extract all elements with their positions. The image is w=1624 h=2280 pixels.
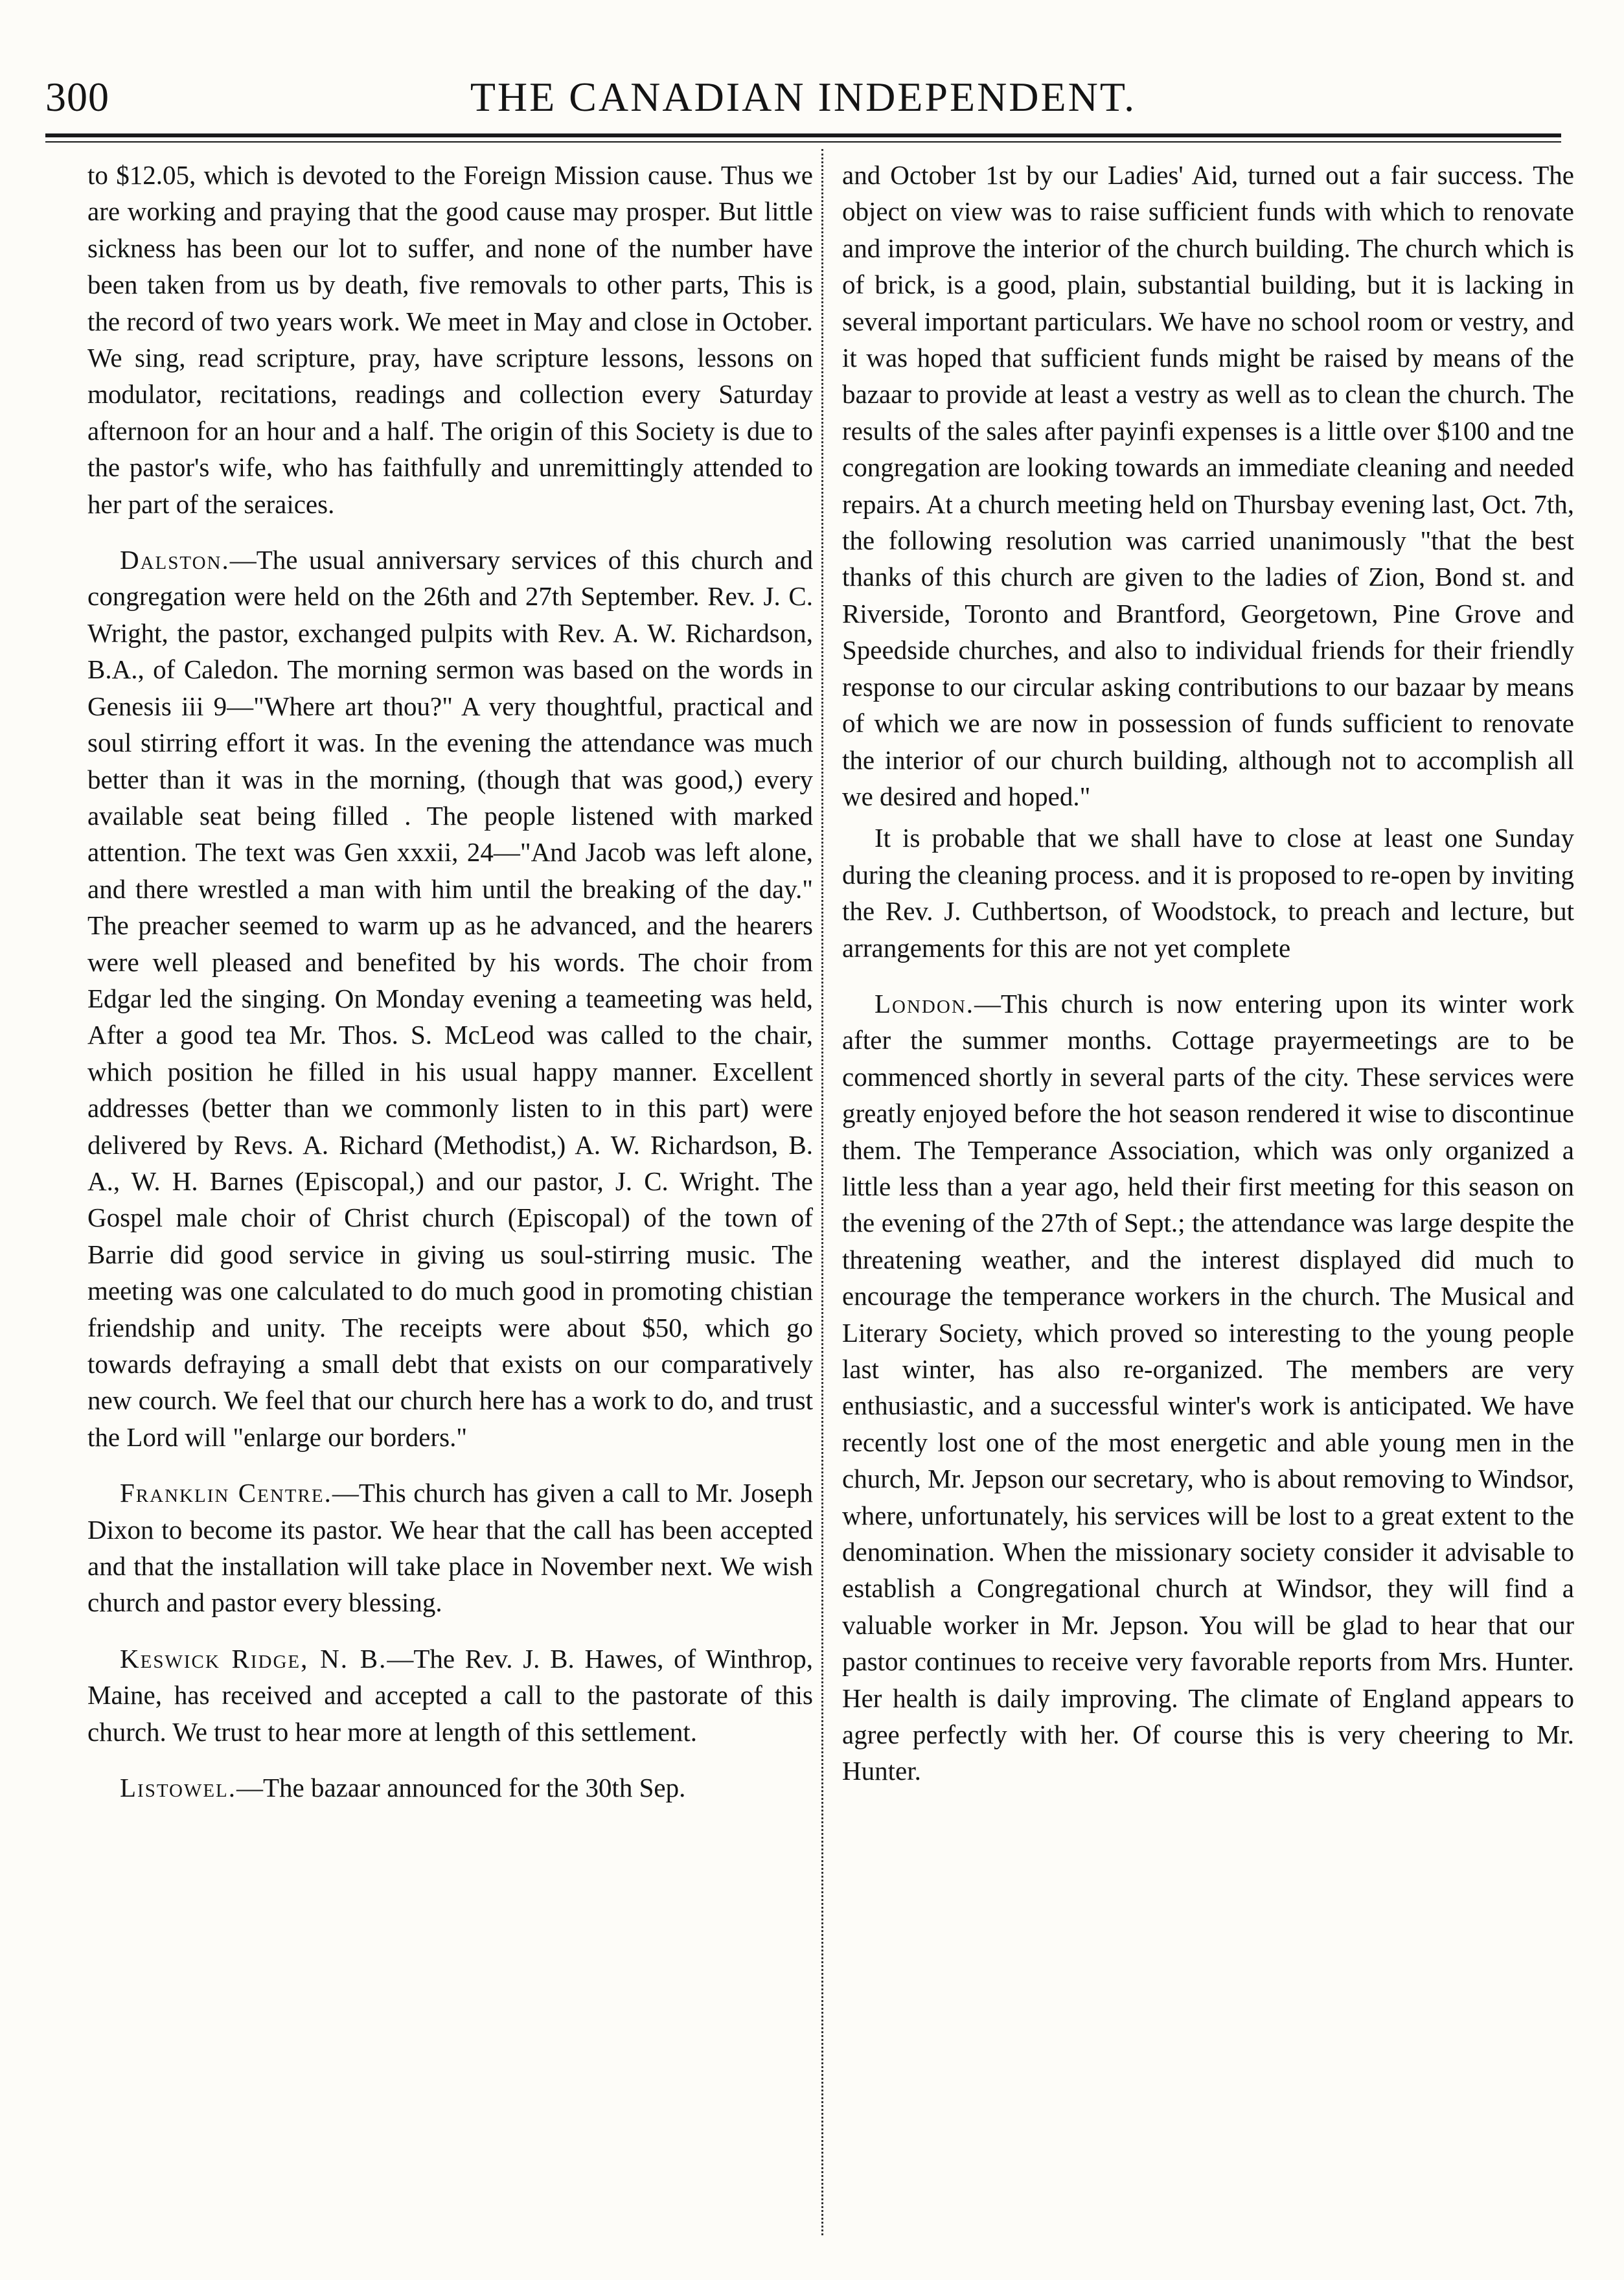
header-rule-thin	[45, 141, 1561, 143]
column-divider	[821, 149, 823, 2235]
paragraph-franklin-centre	[87, 1475, 813, 1621]
section-head-franklin-centre: Franklin Centre.	[120, 1478, 332, 1508]
franklin-centre-body: —This church has given a call to Mr. Joseph Dixon to become its pastor. We hear that the call has been accepted and that the installation will take place in November next. We wish church and pastor every blessing.	[87, 1478, 813, 1618]
section-head-london: London.	[875, 988, 975, 1019]
dalston-body: —The usual anniversary services of this church and congregation were held on the 26th and 27th September. Rev. J. C. Wright, the pastor, exchanged pulpits with Rev. A. W. Richardson, B.A., of Caledon. The morning sermon was based on the words in Genesis iii 9—"Where art thou?" A very thoughtful, practical and soul stirring effort it was. In the evening the attendance was much better than it was in the morning, (though that was good,) every available seat being filled . The people listened with marked attention. The text was Gen xxxii, 24—"And Jacob was left alone, and there wrestled a man with him until the breaking of the day." The preacher seemed to warm up as he advanced, and the hearers were well pleased and benefited by his words. The choir from Edgar led the singing. On Monday evening a teameeting was held, After a good tea Mr. Thos. S. McLeod was called to the chair, which position he filled in his usual happy manner. Excellent addresses (better than we commonly listen to in this part) were delivered by Revs. A. Richard (Methodist,) A. W. Richardson, B. A., W. H. Barnes (Episcopal,) and our pastor, J. C. Wright. The Gospel male choir of Christ church (Episcopal) of the town of Barrie did good service in giving us soul-stirring music. The meeting was one calculated to do much good in promoting chistian friendship and unity. The receipts were about $50, which go towards defraying a small debt that exists on our comparatively new courch. We feel that our church here has a work to do, and trust the Lord will "enlarge our borders."	[87, 545, 813, 1452]
paragraph-listowel-continued: and October 1st by our Ladies' Aid, turned out a fair success. The object on view was to raise sufficient funds with which to renovate and improve the interior of the church building. The church which is of brick, is a good, plain, substantial building, but it is lacking in several important particulars. We have no school room or vestry, and it was hoped that sufficient funds might be raised by means of the bazaar to provide at least a vestry as well as to clean the church. The results of the sales after payinfi expenses is a little over $100 and tne congregation are looking towards an immediate cleaning and needed repairs. At a church meeting held on Thursbay evening last, Oct. 7th, the following resolution was carried unanimously "that the best thanks of this church are given to the ladies of Zion, Bond st. and Riverside, Toronto and Brantford, Georgetown, Pine Grove and Speedside churches, and also to individual friends for their friendly response to our circular asking contributions to our bazaar by means of which we are now in possession of funds sufficient to renovate the interior of our church building, although not to accomplish all we desired and hoped."	[842, 160, 1574, 811]
section-head-listowel: Listowel.	[120, 1773, 237, 1803]
paragraph-keswick-ridge	[87, 1641, 813, 1750]
section-head-keswick-ridge: Keswick Ridge, N. B.	[120, 1643, 387, 1674]
paragraph-dalston	[87, 542, 813, 1455]
page-header	[45, 71, 1561, 123]
paragraph-london	[842, 985, 1574, 1790]
paragraph-listowel	[87, 1769, 813, 1806]
section-head-dalston: Dalston.	[120, 545, 230, 575]
page-number: 300	[45, 74, 109, 120]
paragraph-listowel-closing: It is probable that we shall have to close at least one Sunday during the cleaning process. and it is proposed to re-open by inviting the Rev. J. Cuthbertson, of Woodstock, to preach and lecture, but arrangements for this are not yet complete	[842, 823, 1574, 963]
journal-title: THE CANADIAN INDEPENDENT.	[470, 74, 1137, 120]
left-column	[87, 157, 813, 1806]
listowel-body: —The bazaar announced for the 30th Sep.	[236, 1773, 686, 1803]
keswick-ridge-body: —The Rev. J. B. Hawes, of Winthrop, Maine, has received and accepted a call to the pastorate of this church. We trust to hear more at length of this settlement.	[87, 1643, 814, 1747]
header-rule	[45, 133, 1561, 137]
right-column	[842, 157, 1574, 1790]
paragraph-society-report: to $12.05, which is devoted to the Foreign Mission cause. Thus we are working and praying that the good cause may prosper. But little sickness has been our lot to suffer, and none of the number have been taken from us by death, five removals to other parts, This is the record of two years work. We meet in May and close in October. We sing, read scripture, pray, have scripture lessons, lessons on modulator, recitations, readings and collection every Saturday afternoon for an hour and a half. The origin of this Society is due to the pastor's wife, who has faithfully and unremittingly attended to her part of the seraices.	[87, 160, 813, 519]
london-body: —This church is now entering upon its winter work after the summer months. Cottage prayermeetings are to be commenced shortly in several parts of the city. These services were greatly enjoyed before the hot season rendered it wise to discontinue them. The Temperance Association, which was only organized a little less than a year ago, held their first meeting for this season on the evening of the 27th of Sept.; the attendance was large despite the threatening weather, and the interest displayed did much to encourage the temperance workers in the church. The Musical and Literary Society, which proved so interesting to the young people last winter, has also re-organized. The members are very enthusiastic, and a successful winter's work is anticipated. We have recently lost one of the most energetic and able young men in the church, Mr. Jepson our secretary, who is about removing to Windsor, where, unfortunately, his services will be lost to a great extent to the denomination. When the missionary society consider it advisable to establish a Congregational church at Windsor, they will find a valuable worker in Mr. Jepson. You will be glad to hear that our pastor continues to receive very favorable reports from Mrs. Hunter. Her health is daily improving. The climate of England appears to agree perfectly with her. Of course this is very cheering to Mr. Hunter.	[842, 988, 1574, 1786]
